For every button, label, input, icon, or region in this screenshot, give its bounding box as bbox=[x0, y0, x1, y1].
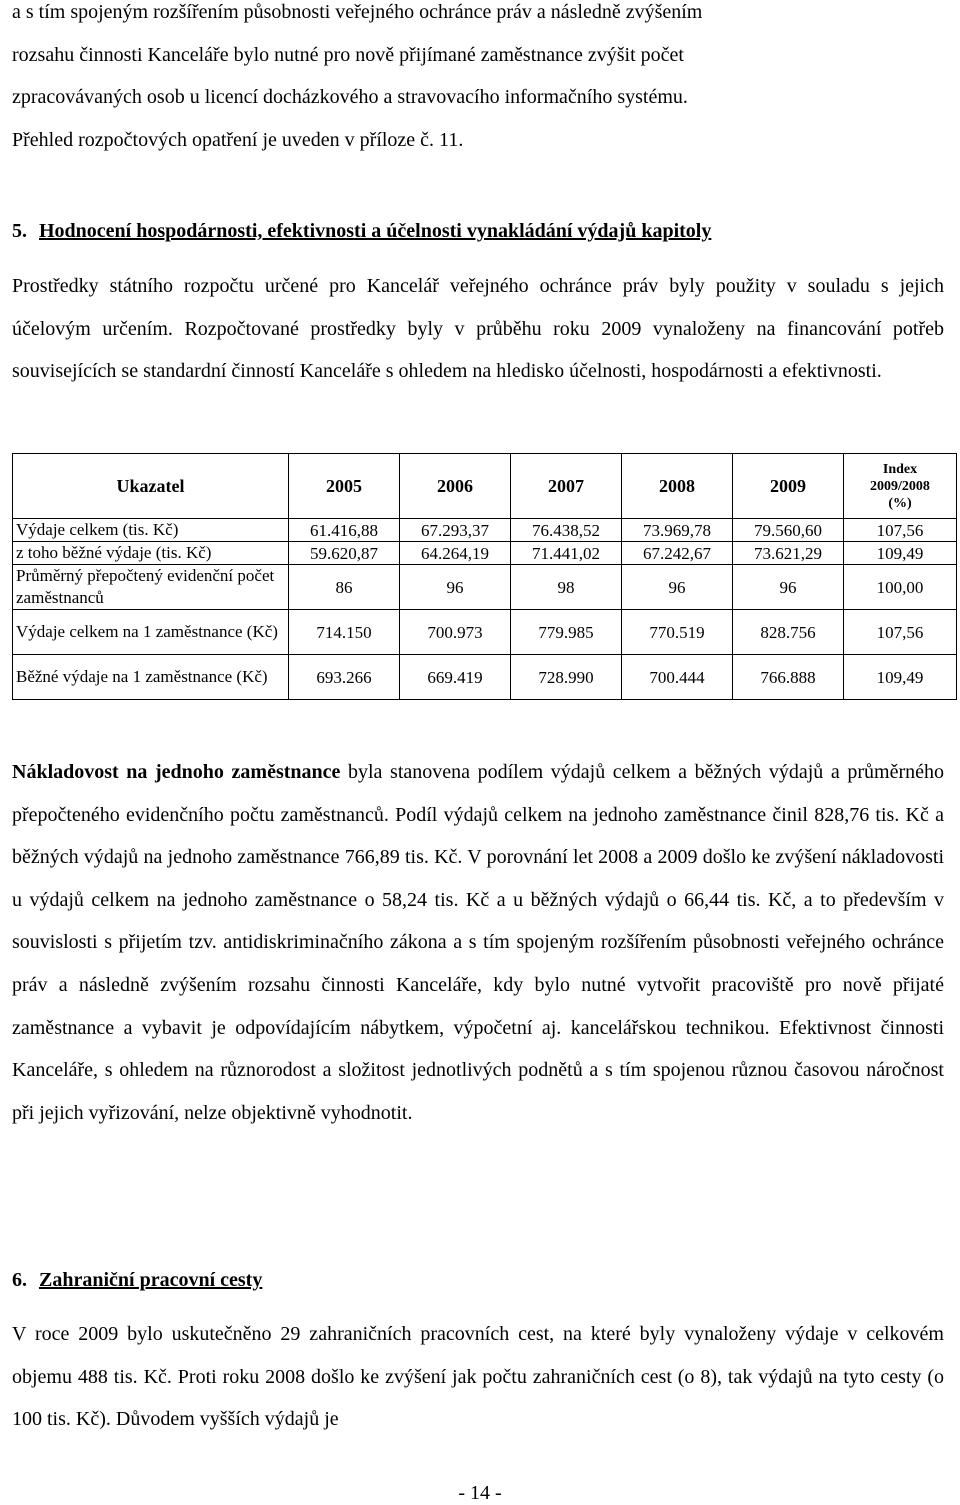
text-line: Přehled rozpočtových opatření je uveden v příloze č. 11. bbox=[12, 128, 464, 151]
cell: 86 bbox=[289, 565, 400, 610]
text-line: a s tím spojeným rozšířením působnosti veřejného ochránce práv a následně zvýšením bbox=[12, 1, 703, 23]
cell: 779.985 bbox=[511, 610, 622, 655]
cell: 79.560,60 bbox=[733, 519, 844, 542]
cell: 728.990 bbox=[511, 655, 622, 700]
section-title: Hodnocení hospodárnosti, efektivnosti a účelnosti vynakládání výdajů kapitoly bbox=[39, 220, 712, 242]
text-line: zpracovávaných osob u licencí docházkového a stravovacího informačního systému. bbox=[12, 86, 688, 109]
header-cell: 2009 bbox=[733, 454, 844, 519]
cell: 693.266 bbox=[289, 655, 400, 700]
cell: 98 bbox=[511, 565, 622, 610]
paragraph-text: V roce 2009 bylo uskutečněno 29 zahraničních pracovních cest, na které byly vynaloženy výdaje v celkovém objemu 488 tis. Kč. Proti roku 2008 došlo ke zvýšení jak počtu zahraničních cest (o 8), tak výdajů na tyto cesty (o 100 tis. Kč). Důvodem vyšších výdajů je bbox=[12, 1323, 944, 1431]
cell: 64.264,19 bbox=[400, 542, 511, 565]
table-row bbox=[13, 542, 957, 565]
index-header-line: 2009/2008 bbox=[870, 478, 930, 494]
intro-paragraph bbox=[12, 0, 944, 161]
header-cell: 2008 bbox=[622, 454, 733, 519]
cell: 107,56 bbox=[844, 610, 957, 655]
text-line: rozsahu činnosti Kanceláře bylo nutné pro nově přijímané zaměstnance zvýšit počet bbox=[12, 43, 684, 66]
table-header-row bbox=[13, 454, 957, 519]
cell: 73.621,29 bbox=[733, 542, 844, 565]
row-label: z toho běžné výdaje (tis. Kč) bbox=[13, 542, 289, 565]
section-number: 6. bbox=[12, 1269, 27, 1291]
section-number: 5. bbox=[12, 220, 27, 242]
cell: 828.756 bbox=[733, 610, 844, 655]
section-title: Zahraniční pracovní cesty bbox=[39, 1269, 263, 1291]
header-cell: 2005 bbox=[289, 454, 400, 519]
cell: 59.620,87 bbox=[289, 542, 400, 565]
cell: 76.438,52 bbox=[511, 519, 622, 542]
cell: 96 bbox=[733, 565, 844, 610]
cost-paragraph bbox=[12, 751, 944, 1134]
table-row bbox=[13, 610, 957, 655]
cell: 61.416,88 bbox=[289, 519, 400, 542]
paragraph-text: Prostředky státního rozpočtu určené pro Kancelář veřejného ochránce práv byly použity v souladu s jejich účelovým určením. Rozpočtované prostředky byly v průběhu roku 2009 vynaloženy na financování potřeb souvisejících se standardní činností Kanceláře s ohledem na hledisko účelnosti, hospodárnosti a efektivnosti. bbox=[12, 275, 944, 383]
cell: 766.888 bbox=[733, 655, 844, 700]
row-label: Běžné výdaje na 1 zaměstnance (Kč) bbox=[13, 655, 289, 700]
row-label: Výdaje celkem (tis. Kč) bbox=[13, 519, 289, 542]
paragraph-body: byla stanovena podílem výdajů celkem a běžných výdajů a průměrného přepočteného evidenčního počtu zaměstnanců. Podíl výdajů celkem na jednoho zaměstnance činil 828,76 tis. Kč a běžných výdajů na jednoho zaměstnance 766,89 tis. Kč. V porovnání let 2008 a 2009 došlo ke zvýšení nákladovosti u výdajů celkem na jednoho zaměstnance o 58,24 tis. Kč a u běžných výdajů o 66,44 tis. Kč, a to především v souvislosti s přijetím tzv. antidiskriminačního zákona a s tím spojeným rozšířením působnosti veřejného ochránce práv a následně zvýšením rozsahu činnosti Kanceláře, kdy bylo nutné vytvořit pracoviště pro nově přijaté zaměstnance a vybavit je odpovídajícím nábytkem, výpočetní aj. kancelářskou technikou. Efektivnost činnosti Kanceláře, s ohledem na různorodost a složitost jednotlivých podnětů a s tím spojenou různou časovou náročnost při jejich vyřizování, nelze objektivně vyhodnotit. bbox=[12, 761, 945, 1124]
index-header-line: Index bbox=[882, 461, 918, 477]
cell: 71.441,02 bbox=[511, 542, 622, 565]
cell: 700.444 bbox=[622, 655, 733, 700]
table-row bbox=[13, 519, 957, 542]
table-row bbox=[13, 655, 957, 700]
cell: 109,49 bbox=[844, 655, 957, 700]
cell: 770.519 bbox=[622, 610, 733, 655]
bold-lead: Nákladovost na jednoho zaměstnance bbox=[12, 761, 341, 783]
header-cell: Ukazatel bbox=[13, 454, 289, 519]
section-5-paragraph bbox=[12, 265, 944, 393]
table-row bbox=[13, 565, 957, 610]
cell: 107,56 bbox=[844, 519, 957, 542]
page-number: - 14 - bbox=[458, 1482, 502, 1504]
cell: 96 bbox=[400, 565, 511, 610]
row-label: Výdaje celkem na 1 zaměstnance (Kč) bbox=[13, 610, 289, 655]
cell: 73.969,78 bbox=[622, 519, 733, 542]
header-cell: 2006 bbox=[400, 454, 511, 519]
cell: 67.242,67 bbox=[622, 542, 733, 565]
index-header-cell bbox=[844, 454, 957, 519]
cell: 100,00 bbox=[844, 565, 957, 610]
cell: 700.973 bbox=[400, 610, 511, 655]
paragraph-text bbox=[12, 751, 944, 1134]
row-label: Průměrný přepočtený evidenční počet zaměstnanců bbox=[13, 565, 289, 610]
budget-table bbox=[12, 453, 957, 700]
cell: 669.419 bbox=[400, 655, 511, 700]
cell: 67.293,37 bbox=[400, 519, 511, 542]
cell: 109,49 bbox=[844, 542, 957, 565]
cell: 96 bbox=[622, 565, 733, 610]
cell: 714.150 bbox=[289, 610, 400, 655]
index-header-line: (%) bbox=[888, 495, 912, 511]
header-cell: 2007 bbox=[511, 454, 622, 519]
section-5-heading bbox=[12, 218, 711, 244]
section-6-heading bbox=[12, 1267, 262, 1293]
section-6-paragraph bbox=[12, 1313, 944, 1441]
